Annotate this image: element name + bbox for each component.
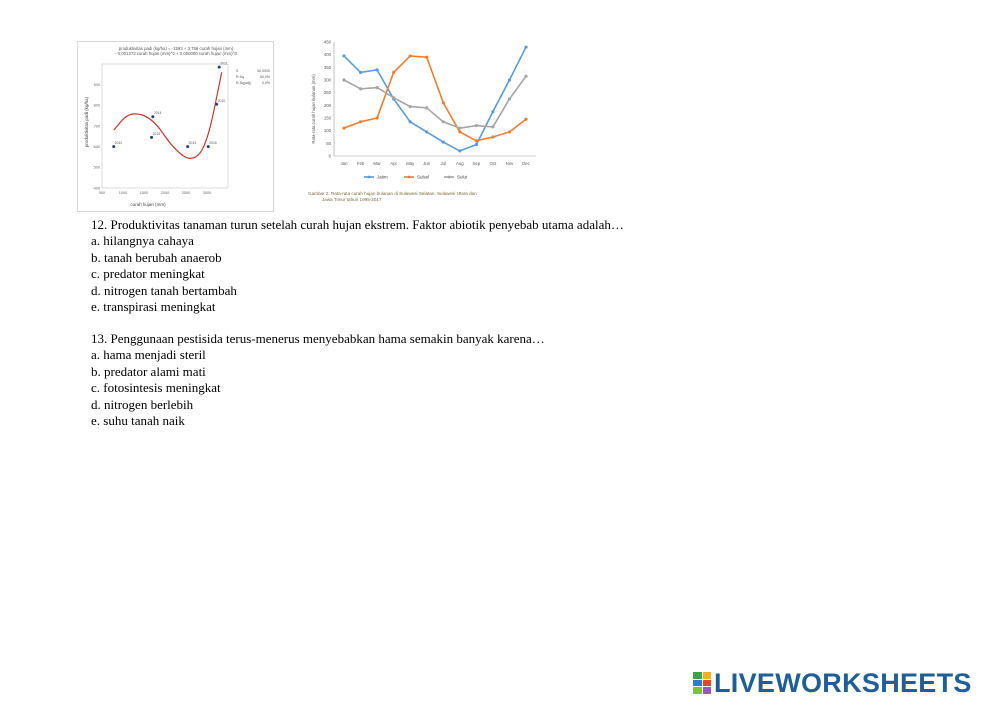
series-point (392, 71, 395, 74)
x-tick-label: 3000 (202, 191, 212, 195)
series-point (475, 143, 478, 146)
legend-marker (408, 176, 411, 179)
question-text: 12. Produktivitas tanaman turun setelah curah hujan ekstrem. Faktor abiotik penyebab utama adalah… (91, 217, 624, 232)
caption-line: Jawa Timur tahun 1995-2017 (322, 197, 382, 202)
question-12 (91, 217, 624, 315)
series-point (425, 130, 428, 133)
x-tick-label: Aug (455, 161, 464, 166)
regression-chart (77, 41, 274, 212)
option-a[interactable]: a. hilangnya cahaya (91, 233, 194, 249)
y-tick-label: 350 (323, 64, 331, 70)
series-point (409, 120, 412, 123)
y-tick-label: 50 (326, 140, 331, 146)
series-line (344, 56, 526, 141)
option-e[interactable]: e. transpirasi meningkat (91, 299, 216, 315)
data-point (207, 145, 210, 148)
x-tick-label: Jun (423, 161, 431, 166)
series-point (491, 135, 494, 138)
series-point (442, 120, 445, 123)
x-tick-label: 2000 (160, 191, 170, 195)
y-tick-label: 250 (323, 90, 331, 96)
point-label: 2016 (209, 141, 217, 146)
series-point (359, 71, 362, 74)
option-b[interactable]: b. tanah berubah anaerob (91, 249, 222, 265)
series-point (409, 105, 412, 108)
chart-title (115, 46, 238, 56)
series-point (342, 54, 345, 57)
series-point (409, 54, 412, 57)
stat-value: 60,0% (260, 75, 270, 79)
stat-label: S (236, 69, 239, 73)
option-e[interactable]: e. suhu tanah naik (91, 413, 185, 429)
data-point (112, 145, 115, 148)
x-tick-label: 1500 (139, 191, 149, 195)
y-tick-label: 700 (93, 124, 100, 129)
series-point (458, 149, 461, 152)
option-c[interactable]: c. fotosintesis meningkat (91, 380, 221, 396)
point-label: 2011 (220, 61, 228, 66)
x-tick-label: Nov (505, 161, 514, 166)
logo-tile (693, 687, 702, 694)
series-point (508, 130, 511, 133)
logo-tile (703, 687, 712, 694)
x-tick-label: 1000 (118, 191, 128, 195)
y-tick-label: 100 (323, 128, 331, 134)
y-tick-label: 450 (323, 39, 331, 45)
series-point (359, 120, 362, 123)
data-point (186, 145, 189, 148)
series-point (375, 68, 378, 71)
x-tick-label: May (406, 161, 415, 166)
legend-label: Jatim (377, 174, 388, 180)
data-point (150, 136, 153, 139)
caption-line: Gambar 2. Rata-rata curah hujan bulanan di Sulawesi Selatan, Sulawesi Utara dan (308, 191, 477, 196)
series-point (524, 45, 527, 48)
x-tick-label: Sep (472, 161, 481, 166)
data-point (151, 115, 154, 118)
liveworksheets-logo[interactable] (693, 668, 972, 698)
point-label: 2014 (153, 111, 162, 116)
brand-name: LIVEWORKSHEETS (714, 667, 972, 698)
series-point (359, 87, 362, 90)
series-point (508, 97, 511, 100)
x-tick-label: Dec (522, 161, 530, 166)
x-tick-label: 2500 (181, 191, 191, 195)
series-point (342, 78, 345, 81)
series-point (475, 124, 478, 127)
regression-chart-svg (78, 42, 273, 211)
rainfall-line-chart-svg (306, 34, 548, 206)
brand-logo-icon (693, 672, 711, 694)
x-tick-label: Apr (390, 161, 397, 166)
x-tick-label: Mar (373, 161, 381, 166)
y-tick-label: 400 (93, 186, 100, 191)
y-tick-label: 200 (323, 102, 331, 108)
series-point (425, 56, 428, 59)
legend-marker (368, 176, 371, 179)
chart-title-line: produktivitas padi (kg/ha) = -1593 + 3,756 curah hujan (mm) (118, 46, 234, 51)
series-point (458, 127, 461, 130)
series-point (491, 125, 494, 128)
data-point (215, 103, 218, 106)
stat-label: R-Sq(adj) (236, 81, 251, 85)
series-point (375, 86, 378, 89)
question-13 (91, 331, 545, 429)
x-tick-label: Jan (340, 161, 348, 166)
series-point (375, 116, 378, 119)
point-label: 2010 (217, 98, 226, 103)
point-label: 2015 (152, 131, 161, 136)
series-point (491, 110, 494, 113)
option-a[interactable]: a. hama menjadi steril (91, 347, 206, 363)
legend-marker (448, 176, 451, 179)
series-point (524, 75, 527, 78)
series-point (342, 127, 345, 130)
logo-tile (693, 680, 702, 687)
data-point (218, 66, 221, 69)
y-tick-label: 900 (93, 82, 100, 87)
y-tick-label: 600 (93, 144, 100, 149)
legend-label: Sulut (457, 174, 468, 180)
y-tick-label: 150 (323, 115, 331, 121)
y-tick-label: 300 (323, 77, 331, 83)
stat-value: 60,0000 (257, 69, 270, 73)
logo-tile (703, 680, 712, 687)
option-d[interactable]: d. nitrogen tanah bertambah (91, 282, 237, 298)
logo-tile (703, 672, 712, 679)
stat-label: R-Sq (236, 75, 244, 79)
series-point (425, 106, 428, 109)
chart-caption (308, 191, 477, 202)
logo-tile (693, 672, 702, 679)
series-point (392, 96, 395, 99)
series-point (475, 139, 478, 142)
fitted-curve (114, 72, 222, 158)
series-point (458, 130, 461, 133)
y-tick-label: 0 (328, 153, 331, 159)
stat-value: 0,0% (262, 81, 270, 85)
rainfall-line-chart (306, 34, 548, 206)
question-text: 13. Penggunaan pestisida terus-menerus menyebabkan hama semakin banyak karena… (91, 331, 545, 346)
x-tick-label: Oct (489, 161, 497, 166)
series-point (524, 118, 527, 121)
y-tick-label: 800 (93, 103, 100, 108)
chart-title-line: - 0,001373 curah hujan (mm)^2 + 0,000000 curah hujan (mm)^3 (115, 51, 237, 56)
option-b[interactable]: b. predator alami mati (91, 363, 206, 379)
y-tick-label: 500 (93, 165, 100, 170)
x-axis-label: curah hujan (mm) (130, 202, 166, 207)
series-point (508, 78, 511, 81)
point-label: 2012 (114, 141, 123, 146)
option-d[interactable]: d. nitrogen berlebih (91, 396, 194, 412)
y-axis-label: produktivitas padi (kg/ha) (84, 96, 89, 148)
x-tick-label: 500 (98, 191, 106, 195)
x-tick-label: Feb (356, 161, 365, 166)
series-point (442, 140, 445, 143)
legend-label: Sulsel (417, 174, 430, 180)
option-c[interactable]: c. predator meningkat (91, 266, 205, 282)
point-label: 2013 (188, 141, 197, 146)
x-tick-label: Jul (440, 161, 447, 166)
series-point (442, 101, 445, 104)
y-axis-label: Rata-rata curah hujan bulanan (mm) (311, 74, 316, 144)
y-tick-label: 400 (323, 52, 331, 58)
